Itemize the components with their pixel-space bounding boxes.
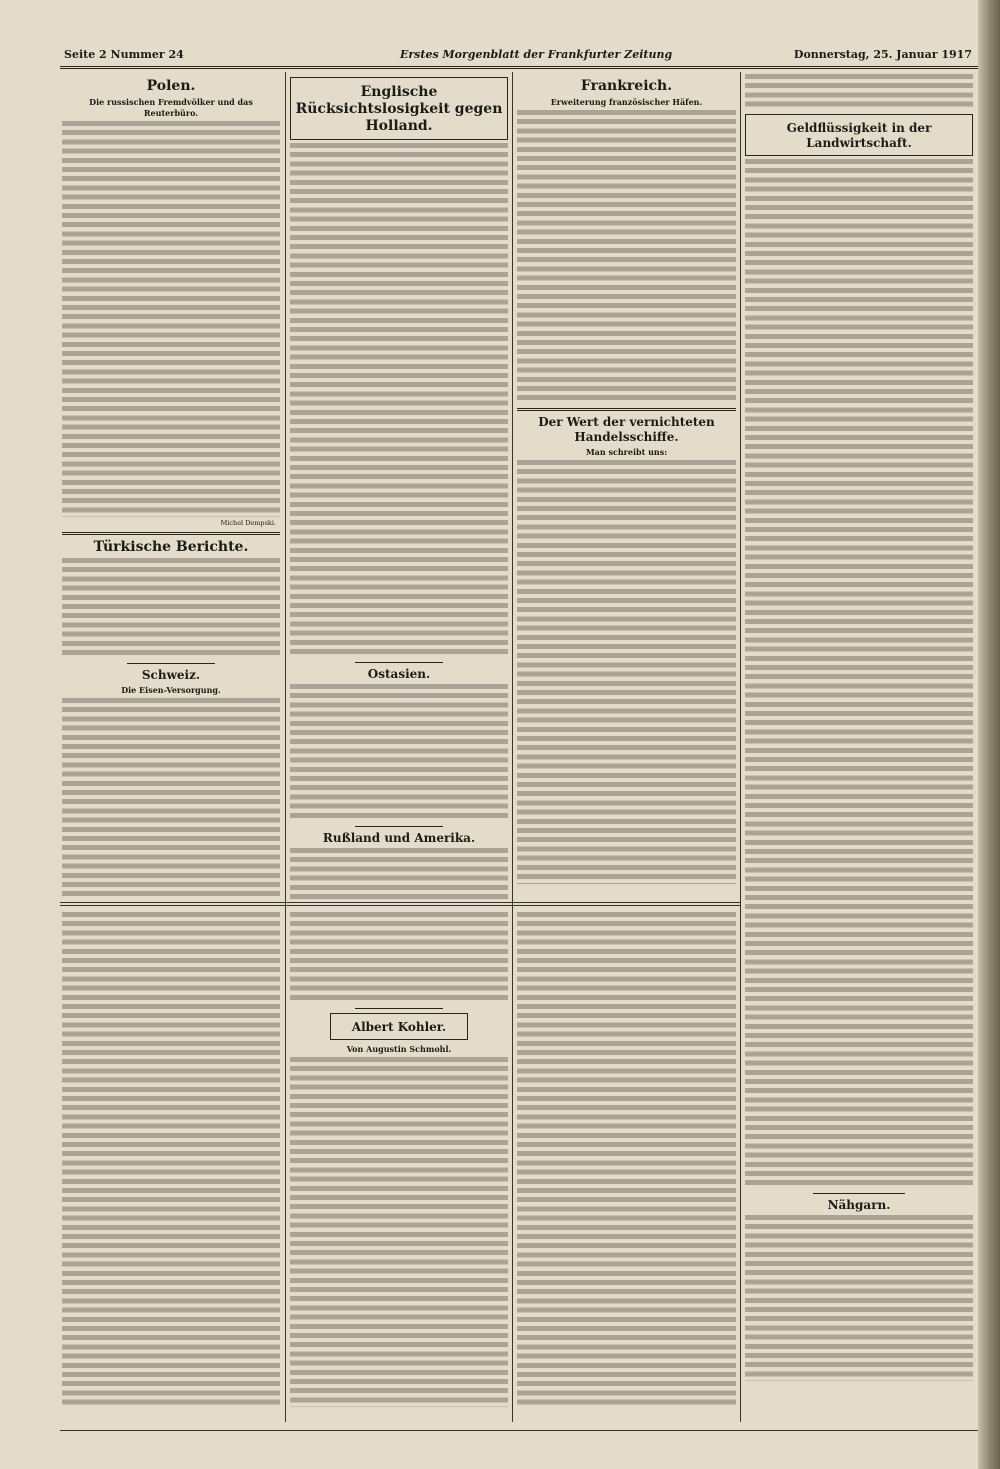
feuilleton-col-a [62, 912, 280, 1422]
heading-holland: Englische Rücksichtslosigkeit gegen Holland. [295, 84, 503, 134]
subheading-haefen: Erweiterung französischer Häfen. [550, 97, 703, 107]
heading-russland-amerika: Rußland und Amerika. [322, 831, 476, 846]
feuilleton-col-b [290, 912, 508, 1422]
article-text [745, 74, 973, 111]
article-text [62, 121, 280, 517]
masthead [60, 44, 978, 69]
article-text [745, 1215, 973, 1381]
feuilleton-title: Albert Kohler. [351, 1020, 447, 1034]
heading-schweiz: Schweiz. [141, 667, 201, 682]
feuilleton-text [62, 912, 280, 1409]
column-4 [745, 74, 973, 1424]
masthead-left: Seite 2 Nummer 24 [64, 48, 184, 61]
article-text [517, 460, 736, 883]
feuilleton-col-c [517, 912, 736, 1422]
column-3 [517, 74, 736, 900]
article-text [290, 143, 508, 658]
article-text [62, 558, 280, 659]
page-edge [978, 0, 1000, 1469]
feuilleton-text [517, 912, 736, 1409]
heading-polen: Polen. [146, 78, 196, 94]
column-1 [62, 74, 280, 900]
heading-handelsschiffe: Der Wert der vernichteten Handelsschiffe. [538, 415, 715, 445]
article-text [62, 698, 280, 900]
article-text [745, 159, 973, 1189]
feuilleton-text [290, 912, 508, 1004]
column-2 [290, 74, 508, 900]
heading-tuerkische-berichte: Türkische Berichte. [93, 538, 249, 555]
feuilleton-text [290, 1057, 508, 1407]
subheading-eisen-versorgung: Die Eisen-Versorgung. [121, 684, 221, 695]
masthead-center: Erstes Morgenblatt der Frankfurter Zeitung [400, 48, 673, 61]
heading-naehgarn: Nähgarn. [827, 1198, 891, 1213]
feuilleton-author: Von Augustin Schmohl. [346, 1044, 452, 1054]
subheading-man-schreibt: Man schreibt uns: [585, 447, 668, 458]
article-text [290, 684, 508, 822]
masthead-right: Donnerstag, 25. Januar 1917 [793, 48, 972, 61]
heading-frankreich: Frankreich. [580, 78, 673, 94]
article-text [290, 848, 508, 900]
heading-ostasien: Ostasien. [367, 667, 431, 682]
bottom-rule [60, 1430, 978, 1447]
subheading-fremdvoelker: Die russischen Fremdvölker und das Reuterbüro. [89, 97, 253, 118]
byline: Michel Dempski. [220, 518, 276, 527]
heading-geldfluessigkeit: Geldflüssigkeit in der Landwirtschaft. [786, 120, 932, 150]
article-text [517, 110, 736, 404]
